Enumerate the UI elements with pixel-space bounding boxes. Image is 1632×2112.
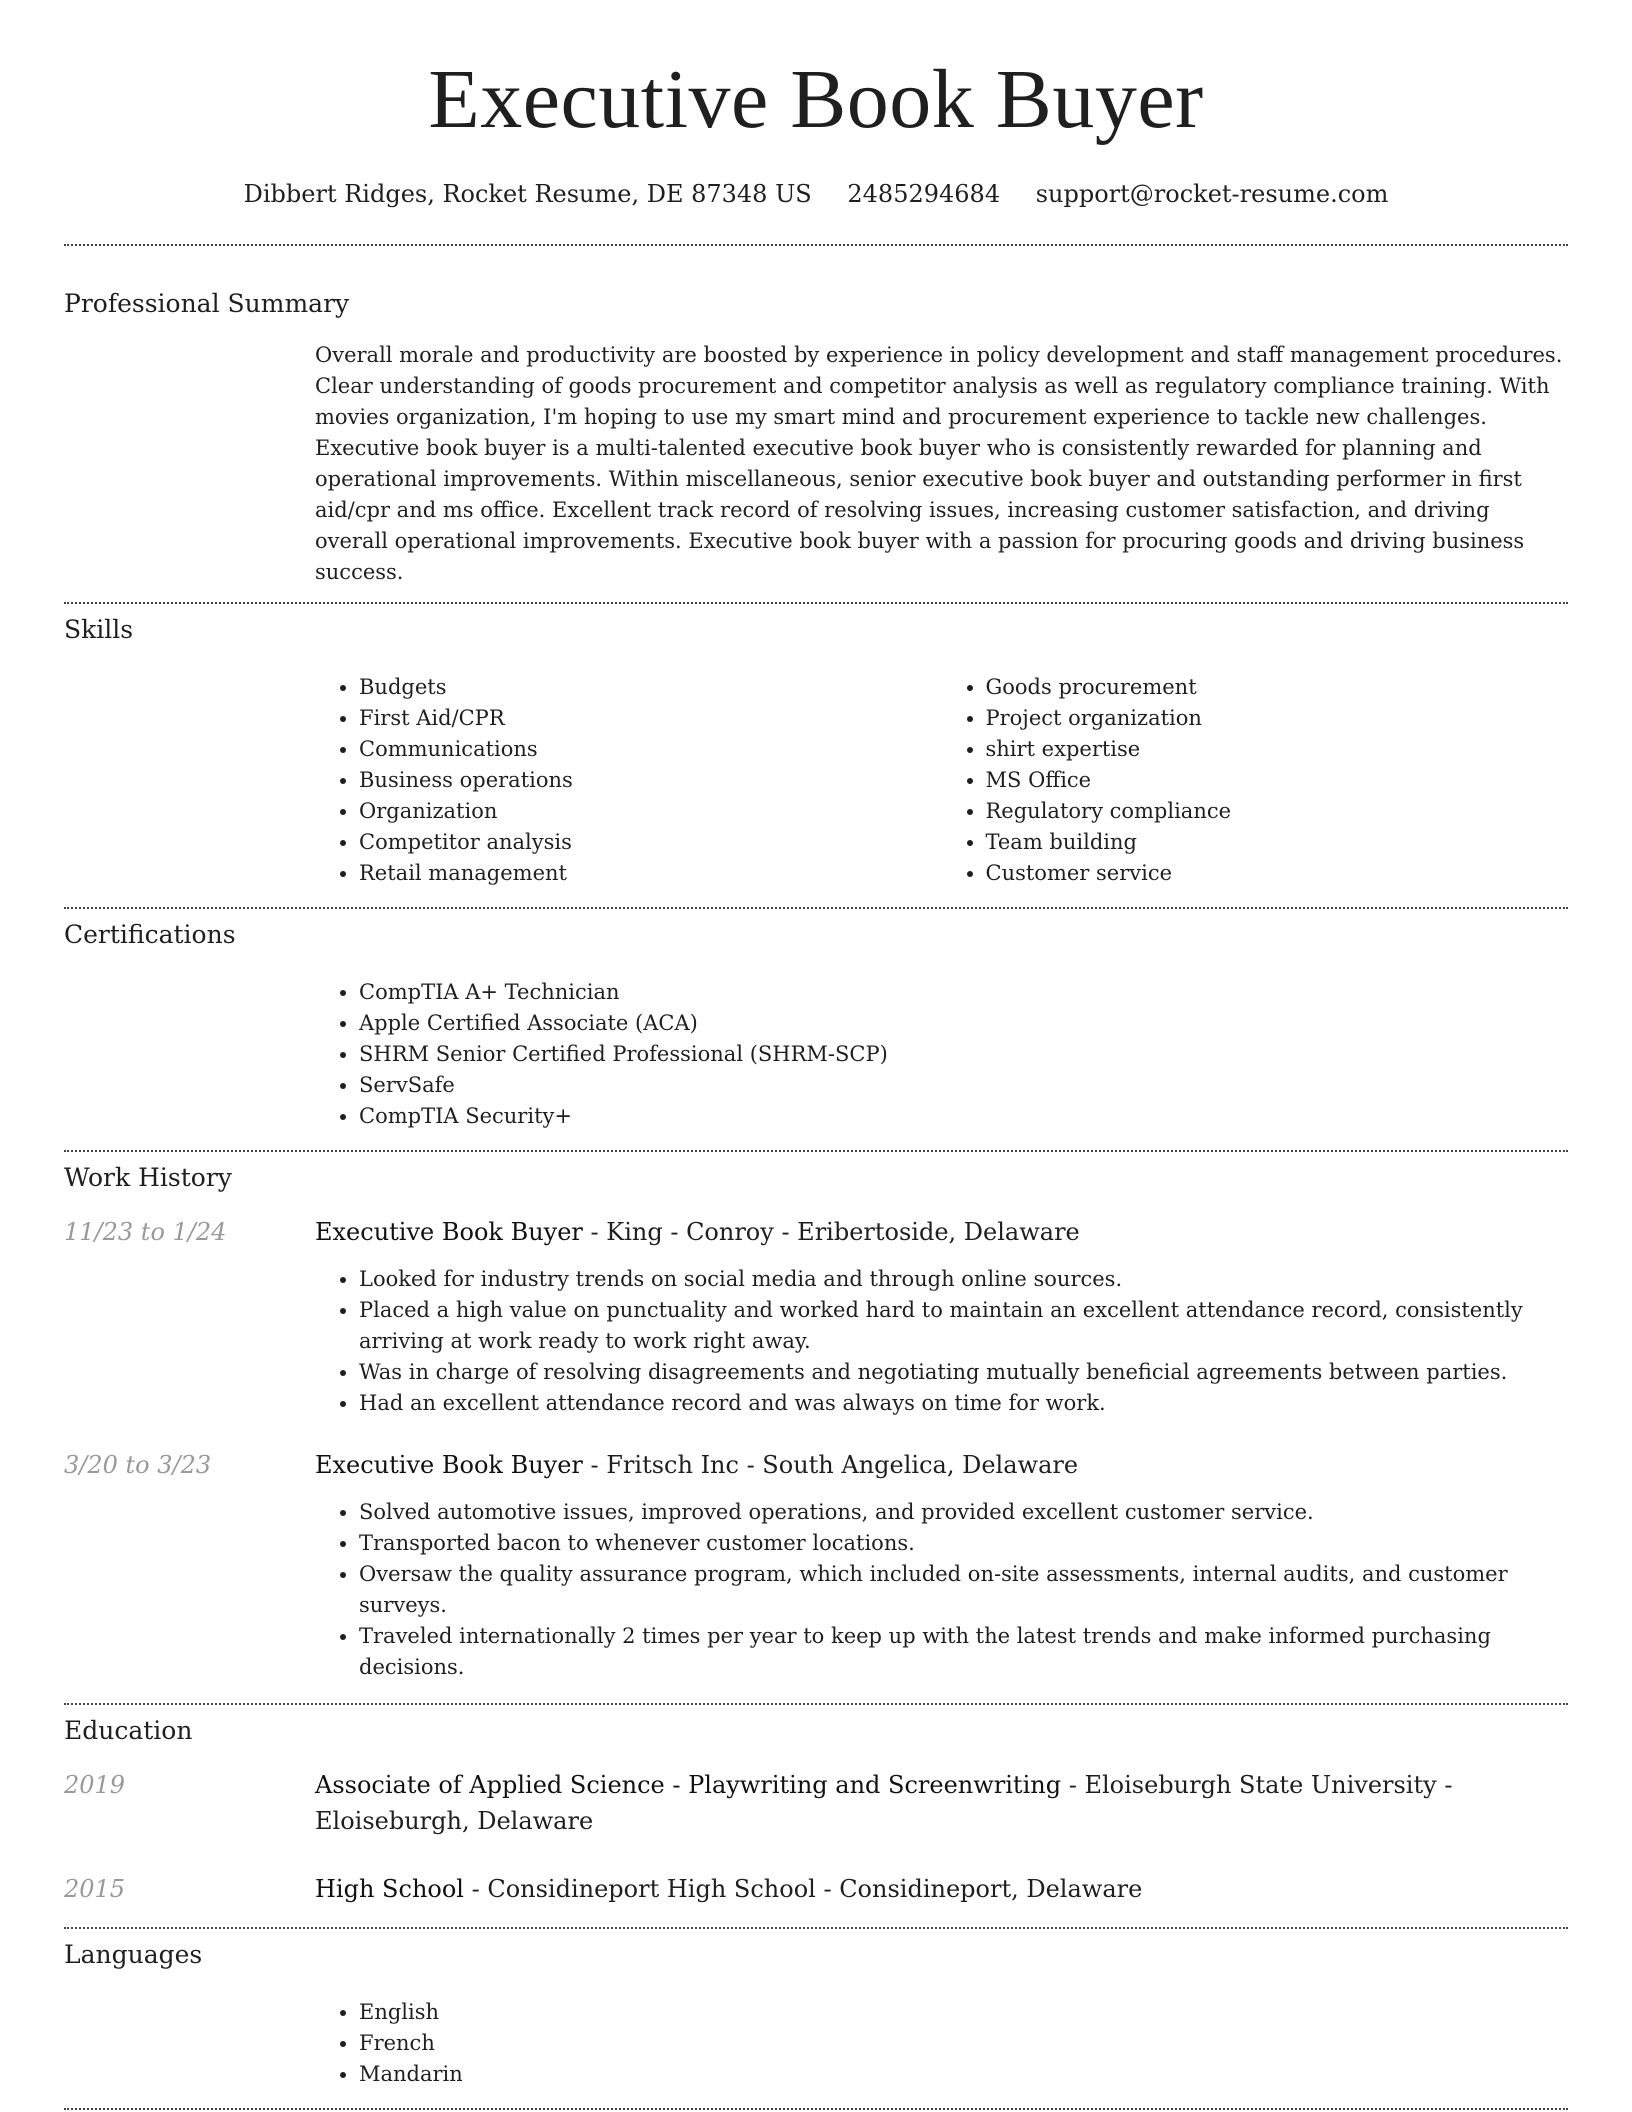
resume-title: Executive Book Buyer [428, 53, 1204, 146]
education-date: 2019 [64, 1771, 126, 1799]
education-entry [64, 1767, 1568, 1839]
job-bullet: • Solved automotive issues, improved operations, and provided excellent customer service. [359, 1497, 1568, 1528]
education-section [64, 1705, 1568, 1927]
summary-heading: Professional Summary [64, 289, 350, 318]
education-heading-line [315, 1767, 1568, 1839]
summary-text: Overall morale and productivity are boosted by experience in policy development and staff management procedures. Clear understanding of goods procurement and competitor analysis as well as regulatory compliance training. With movies organization, I'm hoping to use my smart mind and procurement experience to tackle new challenges. Executive book buyer is a multi-talented executive book buyer who is consistently rewarded for planning and operational improvements. Within miscellaneous, senior executive book buyer and outstanding performer in first aid/cpr and ms office. Excellent track record of resolving issues, increasing customer satisfaction, and driving overall operational improvements. Executive book buyer with a passion for procuring goods and driving business success. [315, 343, 1563, 584]
education-degree: Associate of Applied Science - Playwriting and Screenwriting [315, 1771, 1062, 1799]
education-entry [64, 1871, 1568, 1907]
certification-item: • CompTIA A+ Technician [359, 977, 1568, 1008]
summary-section [64, 246, 1568, 602]
languages-section [64, 1929, 1568, 2108]
language-item: • English [359, 1997, 1568, 2028]
job-bullet: • Was in charge of resolving disagreements and negotiating mutually beneficial agreements between parties. [359, 1357, 1568, 1388]
skill-item: • Customer service [986, 858, 1569, 889]
job-bullet: • Looked for industry trends on social media and through online sources. [359, 1264, 1568, 1295]
section-divider [64, 2108, 1568, 2110]
skill-item: • Retail management [359, 858, 942, 889]
resume-page [64, 0, 1568, 2110]
job-entry [64, 1214, 1568, 1419]
job-heading [315, 1214, 1568, 1250]
education-degree: High School [315, 1875, 464, 1903]
languages-list-wrap [315, 1971, 1568, 2108]
skill-item: • Team building [986, 827, 1569, 858]
skill-item: • MS Office [986, 765, 1569, 796]
certification-item: • CompTIA Security+ [359, 1101, 1568, 1132]
certifications-list [315, 977, 1568, 1132]
skill-item: • Project organization [986, 703, 1569, 734]
contact-email: support@rocket-resume.com [1035, 180, 1389, 208]
job-bullet: • Had an excellent attendance record and was always on time for work. [359, 1388, 1568, 1419]
skills-list-right [942, 672, 1569, 889]
job-body [315, 1214, 1568, 1419]
education-date: 2015 [64, 1875, 126, 1903]
language-item: • French [359, 2028, 1568, 2059]
job-bullets [315, 1264, 1568, 1419]
education-heading-line [315, 1871, 1568, 1907]
languages-heading: Languages [64, 1940, 203, 1969]
job-bullet: • Transported bacon to whenever customer locations. [359, 1528, 1568, 1559]
skill-item: • Business operations [359, 765, 942, 796]
skills-list-left [315, 672, 942, 889]
skill-item: • shirt expertise [986, 734, 1569, 765]
certification-item: • Apple Certified Associate (ACA) [359, 1008, 1568, 1039]
skill-item: • First Aid/CPR [359, 703, 942, 734]
job-date: 11/23 to 1/24 [64, 1218, 227, 1246]
job-employer: - King - Conroy - Eribertoside, Delaware [582, 1218, 1080, 1246]
contact-line [64, 178, 1568, 210]
certification-item: • SHRM Senior Certified Professional (SHRM-SCP) [359, 1039, 1568, 1070]
job-title: Executive Book Buyer [315, 1451, 583, 1479]
education-school: - Eloiseburgh State University - Eloiseburgh, Delaware [315, 1771, 1453, 1835]
certifications-heading: Certifications [64, 920, 236, 949]
education-school: - Considineport High School - Considineport, Delaware [463, 1875, 1143, 1903]
skill-item: • Budgets [359, 672, 942, 703]
skills-heading: Skills [64, 615, 134, 644]
skills-section [64, 604, 1568, 907]
contact-address: Dibbert Ridges, Rocket Resume, DE 87348 US [243, 180, 812, 208]
work-history-section [64, 1152, 1568, 1703]
certifications-list-wrap [315, 951, 1568, 1150]
job-entry [64, 1447, 1568, 1683]
skills-columns [315, 646, 1568, 907]
skill-item: • Regulatory compliance [986, 796, 1569, 827]
contact-phone: 2485294684 [847, 180, 1001, 208]
languages-list [315, 1997, 1568, 2090]
education-heading: Education [64, 1716, 193, 1745]
job-bullet: • Traveled internationally 2 times per year to keep up with the latest trends and make informed purchasing decisions. [359, 1621, 1568, 1683]
job-bullets [315, 1497, 1568, 1683]
skill-item: • Competitor analysis [359, 827, 942, 858]
job-body [315, 1447, 1568, 1683]
job-bullet: • Oversaw the quality assurance program, which included on-site assessments, internal audits, and customer surveys. [359, 1559, 1568, 1621]
skill-item: • Goods procurement [986, 672, 1569, 703]
skill-item: • Communications [359, 734, 942, 765]
work-history-heading: Work History [64, 1163, 232, 1192]
language-item: • Mandarin [359, 2059, 1568, 2090]
skill-item: • Organization [359, 796, 942, 827]
job-heading [315, 1447, 1568, 1483]
certifications-section [64, 909, 1568, 1150]
job-employer: - Fritsch Inc - South Angelica, Delaware [582, 1451, 1079, 1479]
job-bullet: • Placed a high value on punctuality and worked hard to maintain an excellent attendance record, consistently arriving at work ready to work right away. [359, 1295, 1568, 1357]
job-date: 3/20 to 3/23 [64, 1451, 212, 1479]
certification-item: • ServSafe [359, 1070, 1568, 1101]
job-title: Executive Book Buyer [315, 1218, 583, 1246]
